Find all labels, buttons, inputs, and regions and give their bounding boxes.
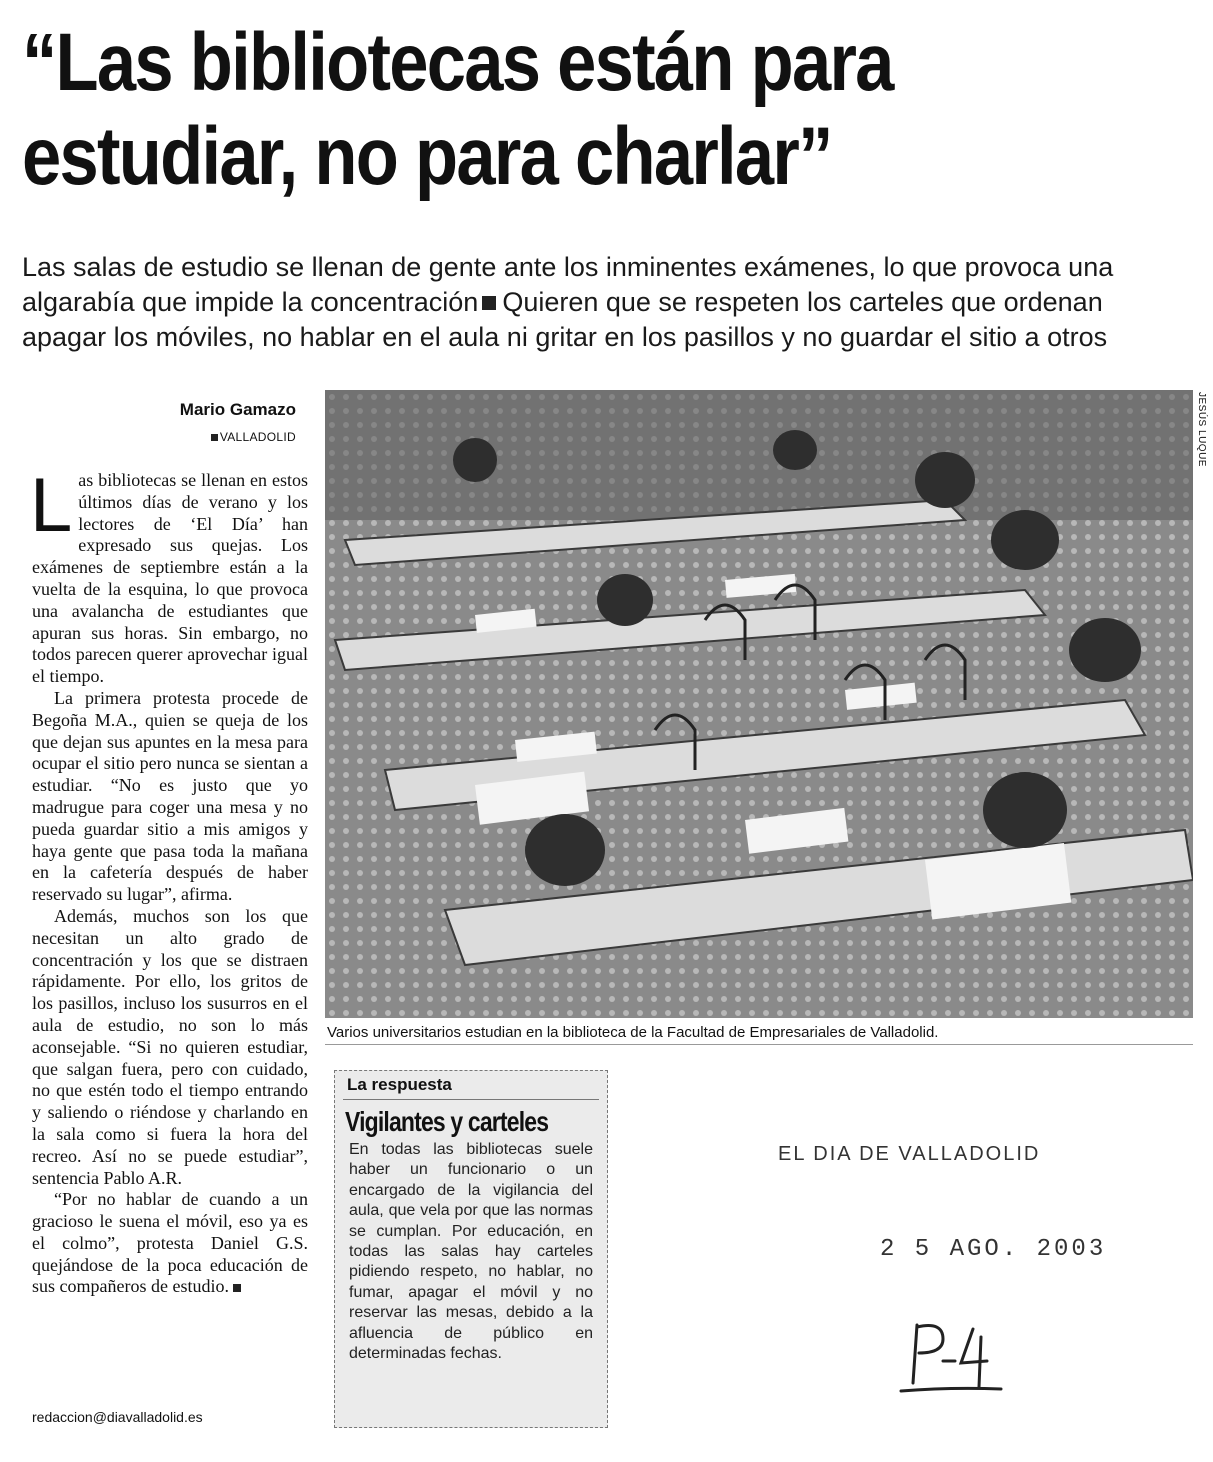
bullet-square-icon <box>211 434 218 441</box>
photo-credit: JESÚS LUQUE <box>1196 392 1207 467</box>
paragraph-text: as bibliotecas se llenan en estos últimos días de verano y los lectores de ‘El Día’ han expresado sus quejas. Los exámenes de septiembre están a la vuelta de la esquina, lo que provoca una avalancha de estudiantes que apuran sus horas. Sin embargo, no todos parecen querer aprovechar igual el tiempo. <box>32 470 308 687</box>
handwritten-page-note <box>895 1315 1005 1400</box>
headline-line-1: “Las bibliotecas están para <box>22 17 893 108</box>
contact-email[interactable]: redaccion@diavalladolid.es <box>32 1409 203 1425</box>
end-mark-icon <box>233 1284 241 1292</box>
sidebar-box <box>334 1070 608 1428</box>
bullet-square-icon <box>482 296 496 310</box>
headline <box>22 16 1192 204</box>
dateline-location <box>211 430 296 444</box>
photo-caption: Varios universitarios estudian en la biblioteca de la Facultad de Empresariales de Valladolid. <box>327 1024 939 1041</box>
body-paragraph: Además, muchos son los que necesitan un alto grado de concentración y los que se distraen rápidamente. Por ello, los gritos de los pasillos, incluso los susurros en el aula de estudio, no son lo más aconsejable. “Si no quieren estudiar, que salgan fuera, pero con cuidado, no que estén todo el tiempo entrando y saliendo o riéndose y charlando en la sala como si fuera la hora del recreo. Así no se puede estudiar”, sentencia Pablo A.R. <box>32 905 308 1188</box>
body-paragraph <box>32 1189 308 1298</box>
author-byline: Mario Gamazo <box>179 400 296 419</box>
sidebar-kicker: La respuesta <box>347 1075 452 1094</box>
date-stamp: 2 5 AGO. 2003 <box>880 1236 1107 1263</box>
photo-illustration <box>325 390 1193 1018</box>
library-photo <box>325 390 1193 1018</box>
subheadline <box>22 250 1192 355</box>
sidebar-divider <box>343 1099 599 1100</box>
article-body <box>30 463 308 1298</box>
sidebar-title: Vigilantes y carteles <box>345 1106 549 1137</box>
paragraph-text: “Por no hablar de cuando a un gracioso le suena el móvil, eso ya es el colmo”, protesta Daniel G.S. quejándose de la poca educación de sus compañeros de estudio. <box>32 1189 308 1297</box>
subhead-part-2: Quieren que se respeten los carteles que ordenan apagar los móviles, no hablar en el aula ni gritar en los pasillos y no guardar el sitio a otros <box>22 287 1108 352</box>
sidebar-text: En todas las bibliotecas suele haber un funcionario o un encargado de la vigilancia del aula, que vela por que las normas se cumplan. Por educación, en todas las salas hay carteles pidiendo respeto, no hablar, no fumar, apagar el móvil y no reservar las mesas, debido a la afluencia de público en determinadas fechas. <box>349 1141 593 1363</box>
body-paragraph: La primera protesta procede de Begoña M.A., quien se queja de los que dejan sus apuntes en la mesa para ocupar el sitio pero nunca se sientan a estudiar. “No es justo que yo madrugue para coger una mesa y no pueda guardar sitio a mis amigos y haya gente que pasa toda la mañana en la cafetería después de haber reservado su lugar”, afirma. <box>32 687 308 905</box>
body-paragraph <box>30 463 308 688</box>
handwritten-p4-icon <box>895 1315 1005 1395</box>
newspaper-stamp: EL DIA DE VALLADOLID <box>778 1143 1041 1165</box>
divider <box>325 1044 1193 1045</box>
headline-line-2: estudiar, no para charlar” <box>22 111 832 202</box>
subhead-part-1: Las salas de estudio se llenan de gente ante los inminentes exámenes, lo que provoca una algarabía que impide la concentración <box>22 252 1114 317</box>
drop-cap: L <box>30 463 73 548</box>
location-text: VALLADOLID <box>219 430 296 444</box>
